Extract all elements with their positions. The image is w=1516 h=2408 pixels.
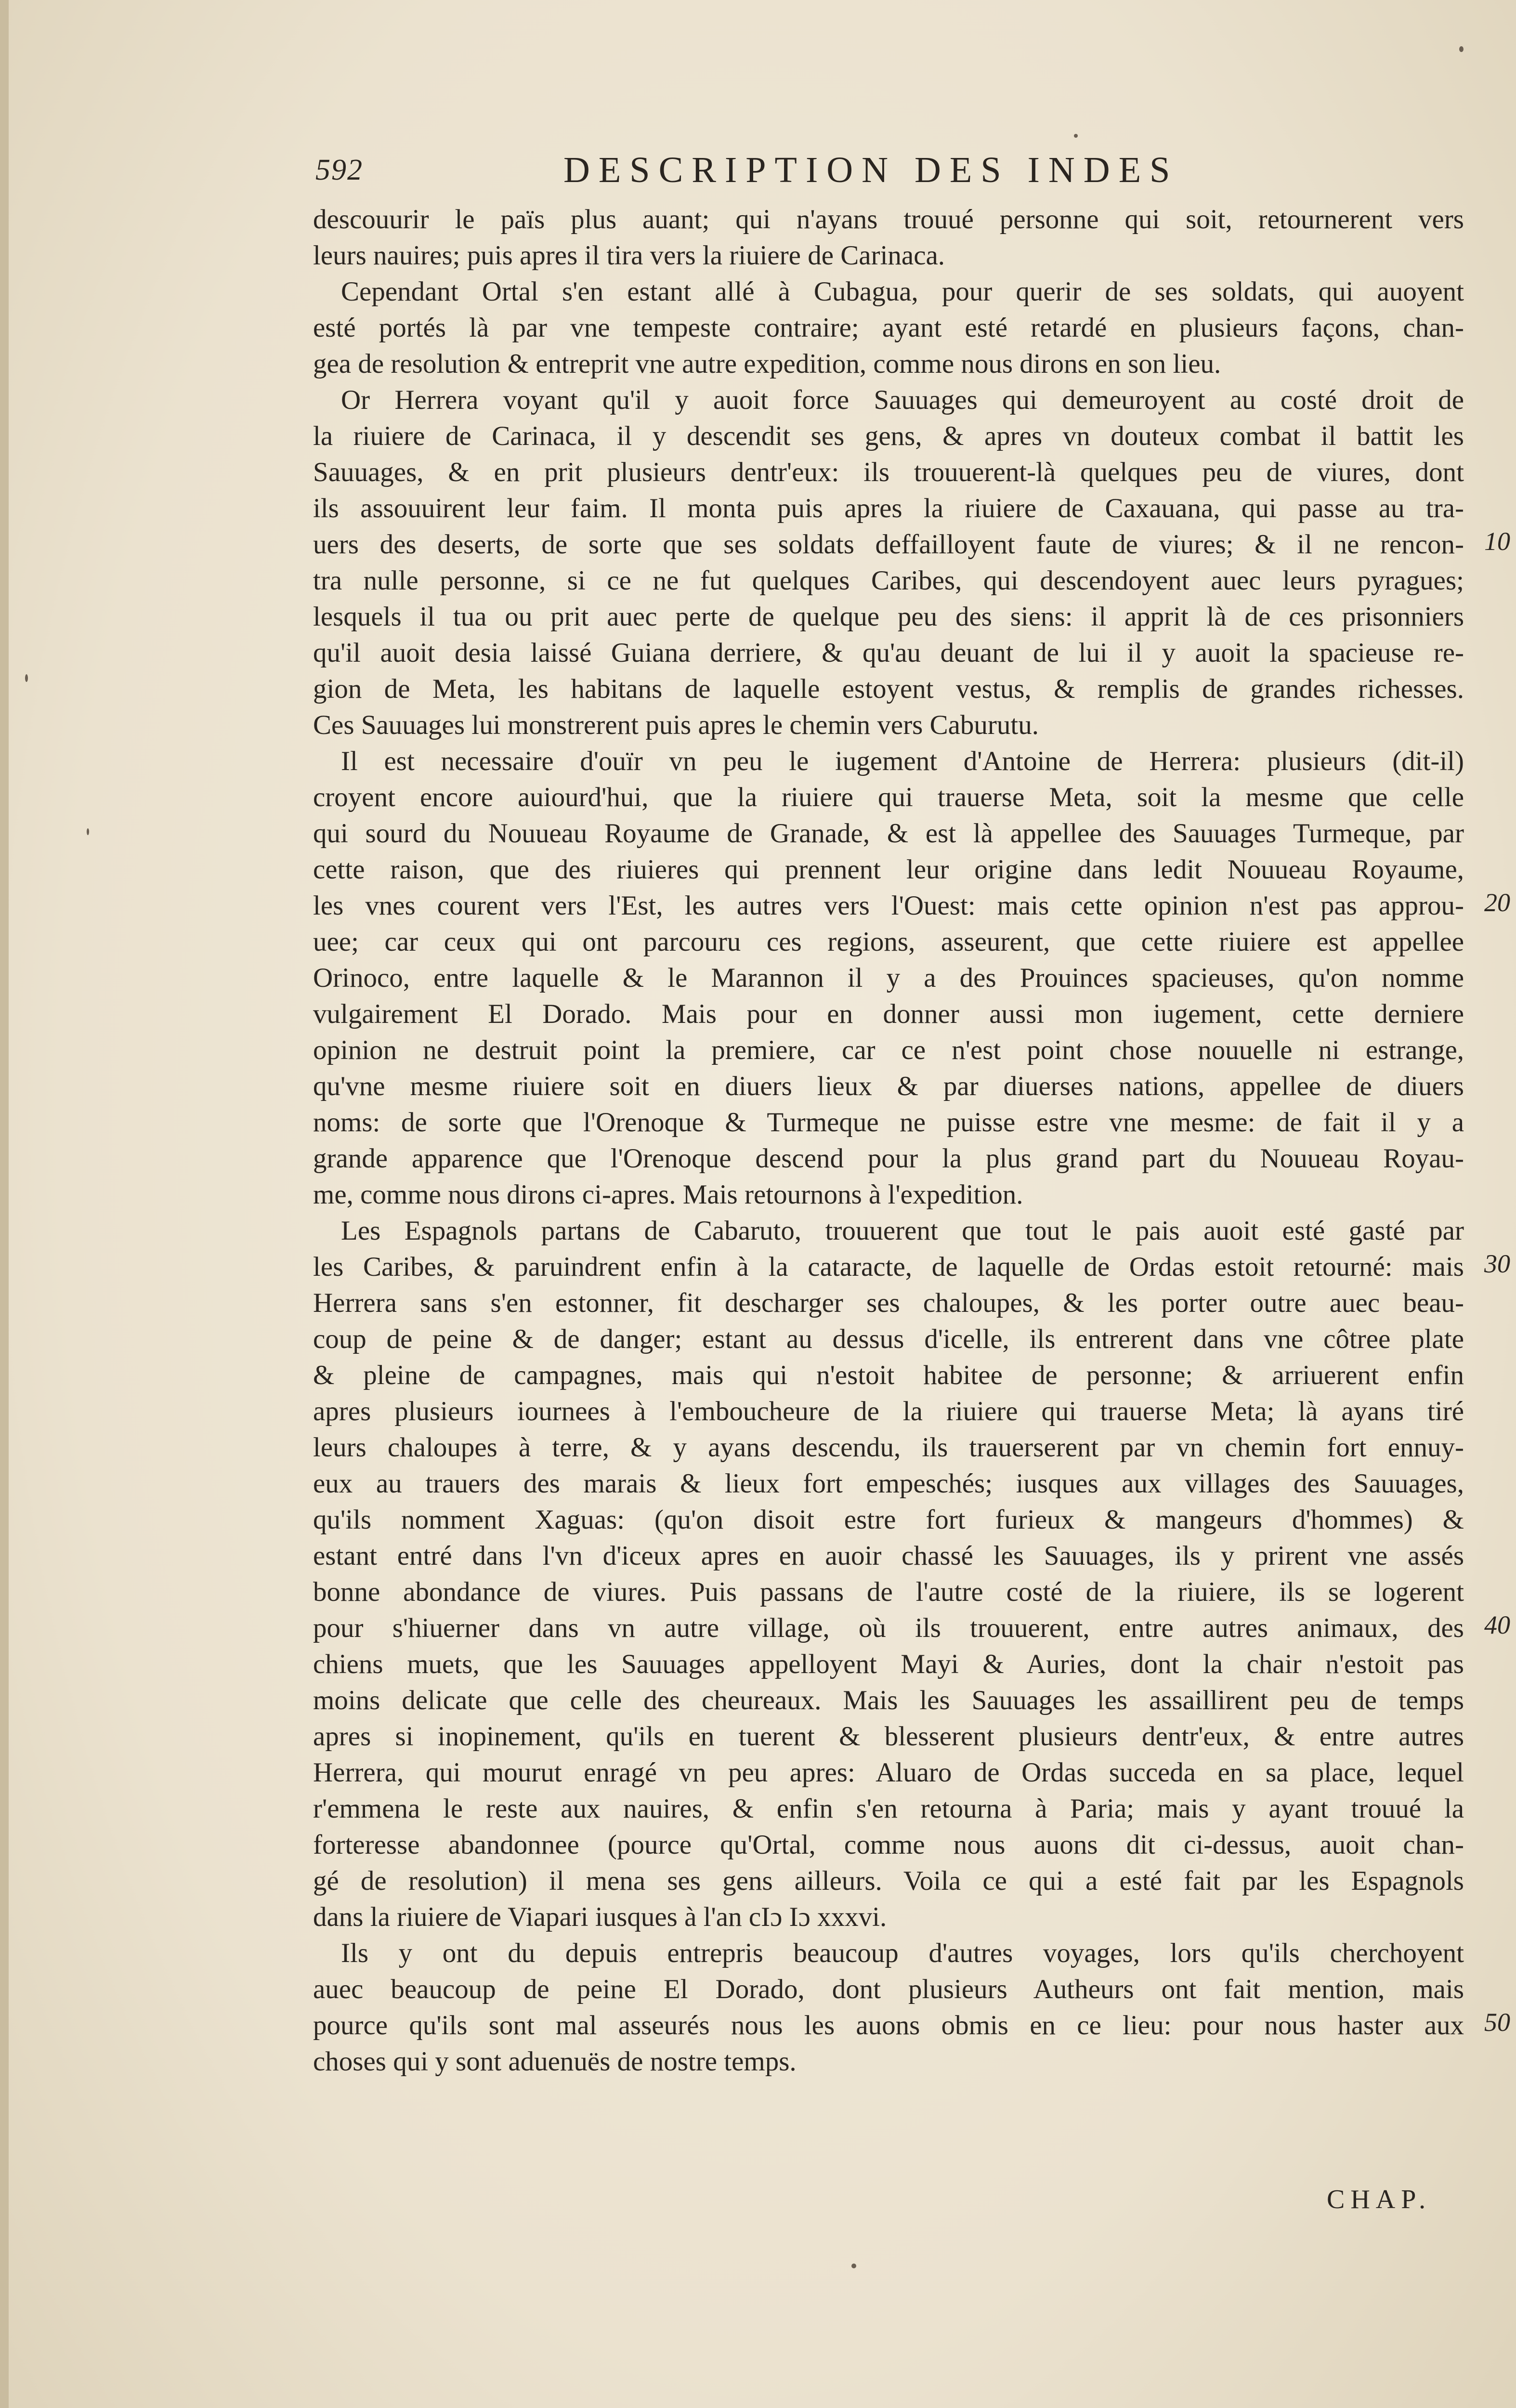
text-line: uee; car ceux qui ont parcouru ces regions, asseurent, que cette riuiere est appellee: [313, 927, 1464, 957]
ink-fleck: [25, 674, 28, 682]
text-line: Or Herrera voyant qu'il y auoit force Sauuages qui demeuroyent au costé droit de: [341, 385, 1464, 415]
ink-fleck: [1459, 46, 1464, 52]
text-line: gé de resolution) il mena ses gens ailleurs. Voila ce qui a esté fait par les Espagnols: [313, 1866, 1464, 1896]
text-line: Les Espagnols partans de Cabaruto, trouuerent que tout le pais auoit esté gasté par: [341, 1216, 1464, 1246]
margin-line-number: 30: [1484, 1249, 1510, 1278]
text-line: Cependant Ortal s'en estant allé à Cubagua, pour querir de ses soldats, qui auoyent: [341, 276, 1464, 307]
text-line: coup de peine & de danger; estant au dessus d'icelle, ils entrerent dans vne côtree plate: [313, 1324, 1464, 1354]
text-line: cette raison, que des riuieres qui prennent leur origine dans ledit Nouueau Royaume,: [313, 854, 1464, 885]
text-line: Ces Sauuages lui monstrerent puis apres le chemin vers Caburutu.: [313, 710, 1039, 740]
margin-line-number: 10: [1484, 527, 1510, 556]
text-line: me, comme nous dirons ci-apres. Mais retournons à l'expedition.: [313, 1179, 1023, 1210]
text-line: gion de Meta, les habitans de laquelle estoyent vestus, & remplis de grandes richesses.: [313, 674, 1464, 704]
text-line: dans la riuiere de Viapari iusques à l'an cIɔ Iɔ xxxvi.: [313, 1902, 887, 1932]
text-line: chiens muets, que les Sauuages appelloyent Mayi & Auries, dont la chair n'estoit pas: [313, 1649, 1464, 1679]
text-line: leurs nauires; puis apres il tira vers la riuiere de Carinaca.: [313, 240, 945, 271]
text-line: moins delicate que celle des cheureaux. Mais les Sauuages les assaillirent peu de temps: [313, 1685, 1464, 1715]
text-line: Orinoco, entre laquelle & le Marannon il y a des Prouinces spacieuses, qu'on nomme: [313, 963, 1464, 993]
text-line: pource qu'ils sont mal asseurés nous les auons obmis en ce lieu: pour nous haster aux: [313, 2010, 1464, 2041]
text-line: qu'vne mesme riuiere soit en diuers lieux & par diuerses nations, appellee de diuers: [313, 1071, 1464, 1101]
text-line: ils assouuirent leur faim. Il monta puis apres la riuiere de Caxauana, qui passe au tra-: [313, 493, 1464, 523]
text-line: Herrera, qui mourut enragé vn peu apres: Aluaro de Ordas succeda en sa place, lequel: [313, 1757, 1464, 1788]
margin-line-number: 20: [1484, 888, 1510, 917]
text-line: apres plusieurs iournees à l'emboucheure de la riuiere qui trauerse Meta; là ayans tiré: [313, 1396, 1464, 1426]
text-line: lesquels il tua ou prit auec perte de quelque peu des siens: il apprit là de ces prisonniers: [313, 602, 1464, 632]
text-line: forteresse abandonnee (pource qu'Ortal, comme nous auons dit ci-dessus, auoit chan-: [313, 1830, 1464, 1860]
text-line: vulgairement El Dorado. Mais pour en donner aussi mon iugement, cette derniere: [313, 999, 1464, 1029]
text-line: & pleine de campagnes, mais qui n'estoit habitee de personne; & arriuerent enfin: [313, 1360, 1464, 1390]
text-line: choses qui y sont aduenuës de nostre temps.: [313, 2046, 797, 2077]
text-line: qu'ils nomment Xaguas: (qu'on disoit estre fort furieux & mangeurs d'hommes) &: [313, 1505, 1464, 1535]
text-line: auec beaucoup de peine El Dorado, dont plusieurs Autheurs ont fait mention, mais: [313, 1974, 1464, 2004]
text-line: Sauuages, & en prit plusieurs dentr'eux: ils trouuerent-là quelques peu de viures, dont: [313, 457, 1464, 487]
catchword: CHAP.: [1327, 2185, 1432, 2214]
text-line: esté portés là par vne tempeste contraire; ayant esté retardé en plusieurs façons, chan-: [313, 313, 1464, 343]
margin-line-number: 50: [1484, 2008, 1510, 2037]
body-text: [313, 201, 1464, 2080]
text-line: pour s'hiuerner dans vn autre village, où ils trouuerent, entre autres animaux, des: [313, 1613, 1464, 1643]
text-line: leurs chaloupes à terre, & y ayans descendu, ils trauerserent par vn chemin fort ennuy-: [313, 1432, 1464, 1463]
text-line: opinion ne destruit point la premiere, car ce n'est point chose nouuelle ni estrange,: [313, 1035, 1464, 1065]
text-line: uers des deserts, de sorte que ses soldats deffailloyent faute de viures; & il ne rencon-: [313, 529, 1464, 560]
text-line: gea de resolution & entreprit vne autre expedition, comme nous dirons en son lieu.: [313, 349, 1221, 379]
text-line: Ils y ont du depuis entrepris beaucoup d'autres voyages, lors qu'ils cherchoyent: [341, 1938, 1464, 1968]
page-edge: [0, 0, 9, 2408]
ink-fleck: [87, 828, 89, 835]
text-line: r'emmena le reste aux nauires, & enfin s'en retourna à Paria; mais y ayant trouué la: [313, 1793, 1464, 1824]
text-line: estant entré dans l'vn d'iceux apres en auoir chassé les Sauuages, ils y prirent vne assés: [313, 1541, 1464, 1571]
text-line: croyent encore auiourd'hui, que la riuiere qui trauerse Meta, soit la mesme que celle: [313, 782, 1464, 812]
text-line: tra nulle personne, si ce ne fut quelques Caribes, qui descendoyent auec leurs pyragues;: [313, 565, 1464, 596]
text-line: Herrera sans s'en estonner, fit descharger ses chaloupes, & les porter outre auec beau-: [313, 1288, 1464, 1318]
running-head: DESCRIPTION DES INDES: [563, 150, 1179, 190]
text-line: bonne abondance de viures. Puis passans de l'autre costé de la riuiere, ils se logerent: [313, 1577, 1464, 1607]
text-line: les vnes courent vers l'Est, les autres vers l'Ouest: mais cette opinion n'est pas approu-: [313, 890, 1464, 921]
text-line: eux au trauers des marais & lieux fort empeschés; iusques aux villages des Sauuages,: [313, 1468, 1464, 1499]
text-line: qu'il auoit desia laissé Guiana derriere, & qu'au deuant de lui il y auoit la spacieuse re-: [313, 638, 1464, 668]
text-line: descouurir le païs plus auant; qui n'ayans trouué personne qui soit, retournerent vers: [313, 204, 1464, 235]
text-line: qui sourd du Nouueau Royaume de Granade, & est là appellee des Sauuages Turmeque, par: [313, 818, 1464, 849]
ink-fleck: [851, 2264, 856, 2268]
ink-fleck: [1074, 134, 1078, 138]
page-number: 592: [315, 154, 363, 186]
text-line: les Caribes, & paruindrent enfin à la cataracte, de laquelle de Ordas estoit retourné: mais: [313, 1252, 1464, 1282]
text-line: Il est necessaire d'ouïr vn peu le iugement d'Antoine de Herrera: plusieurs (dit-il): [341, 746, 1464, 776]
text-line: la riuiere de Carinaca, il y descendit ses gens, & apres vn douteux combat il battit les: [313, 421, 1464, 451]
text-line: grande apparence que l'Orenoque descend pour la plus grand part du Nouueau Royau-: [313, 1143, 1464, 1174]
margin-line-number: 40: [1484, 1610, 1510, 1639]
text-line: noms: de sorte que l'Orenoque & Turmeque ne puisse estre vne mesme: de fait il y a: [313, 1107, 1464, 1138]
text-line: apres si inopinement, qu'ils en tuerent & blesserent plusieurs dentr'eux, & entre autres: [313, 1721, 1464, 1752]
